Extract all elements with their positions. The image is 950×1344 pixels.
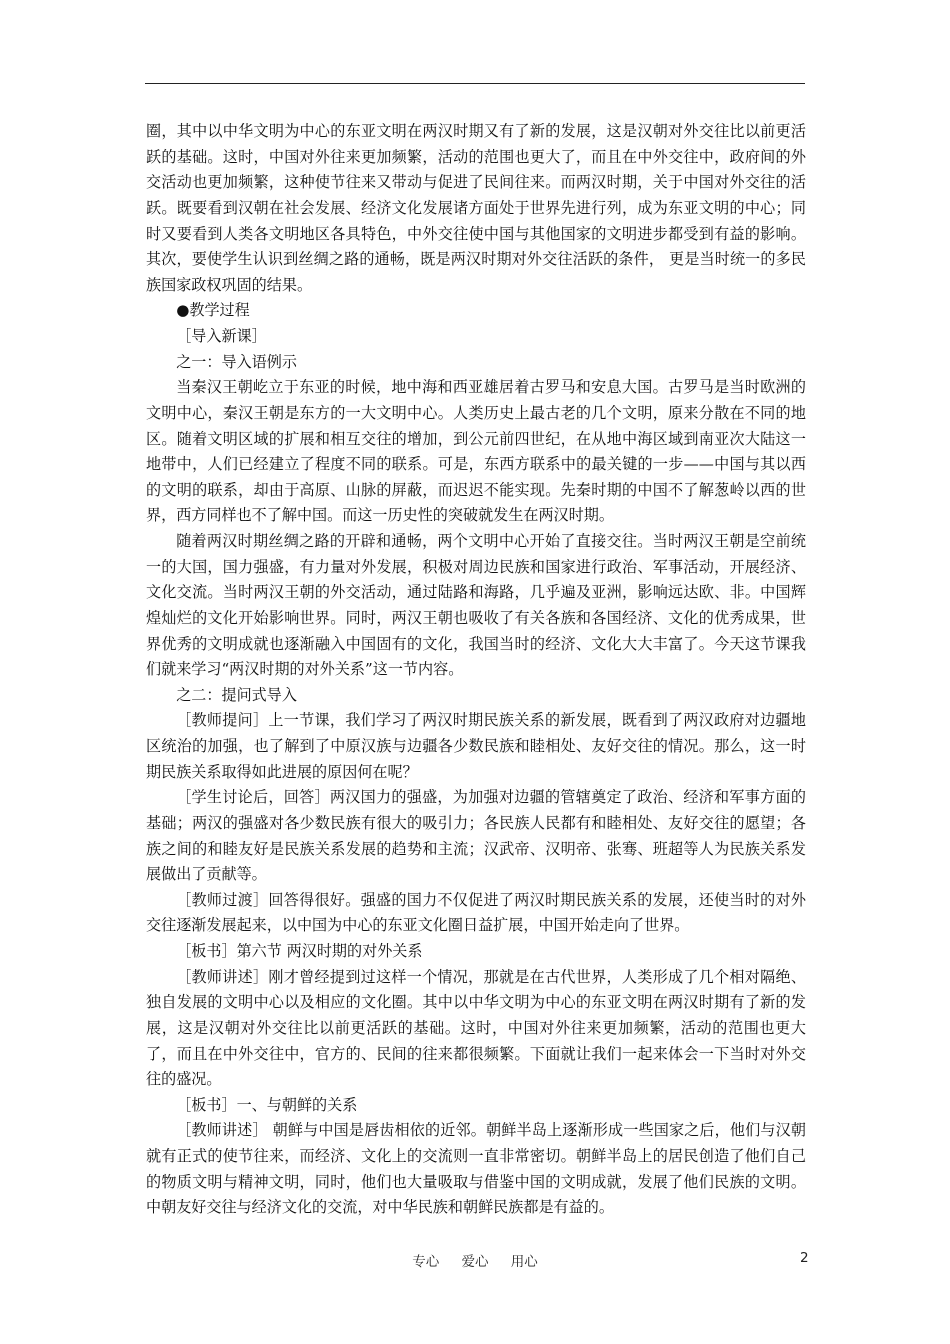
header-rule: [145, 83, 805, 84]
paragraph: 圈，其中以中华文明为中心的东亚文明在两汉时期又有了新的发展，这是汉朝对外交往比以前更活跃的基础。这时，中国对外往来更加频繁，活动的范围也更大了，而且在中外交往中，政府间的外交活动也更加频繁，这种使节往来又带动与促进了民间往来。而两汉时期，关于中国对外交往的活跃。既要看到汉朝在社会发展、经济文化发展诸方面处于世界先进行列，成为东亚文明的中心；同时又要看到人类各文明地区各具特色，中外交往使中国与其他国家的文明进步都受到有益的影响。其次，要使学生认识到丝绸之路的通畅，既是两汉时期对外交往活跃的条件， 更是当时统一的多民族国家政权巩固的结果。: [146, 122, 806, 294]
paragraph: ［教师讲述］刚才曾经提到过这样一个情况，那就是在古代世界，人类形成了几个相对隔绝、独自发展的文明中心以及相应的文化圈。其中以中华文明为中心的东亚文明在两汉时期有了新的发展，这是汉朝对外交往比以前更活跃的基础。这时，中国对外往来更加频繁，活动的范围也更大了，而且在中外交往中，官方的、民间的往来都很频繁。下面就让我们一起来体会一下当时对外交往的盛况。: [146, 967, 806, 1089]
board-heading-korea: ［板书］一、与朝鲜的关系: [176, 1095, 358, 1114]
paragraph: ［教师讲述］ 朝鲜与中国是唇齿相依的近邻。朝鲜半岛上逐渐形成一些国家之后，他们与汉朝就有正式的使节往来，而经济、文化上的交流则一直非常密切。朝鲜半岛上的居民创造了他们自己的物质文明与精神文明，同时，他们也大量吸取与借鉴中国的文明成就，发展了他们民族的文明。中朝友好交往与经济文化的交流，对中华民族和朝鲜民族都是有益的。: [146, 1121, 806, 1217]
paragraph: ［教师过渡］回答得很好。强盛的国力不仅促进了两汉时期民族关系的发展，还使当时的对外交往逐渐发展起来，以中国为中心的东亚文化圈日益扩展，中国开始走向了世界。: [146, 890, 806, 935]
paragraph: 当秦汉王朝屹立于东亚的时候，地中海和西亚雄居着古罗马和安息大国。古罗马是当时欧洲的文明中心，秦汉王朝是东方的一大文明中心。人类历史上最古老的几个文明，原来分散在不同的地区。随着文明区域的扩展和相互交往的增加，到公元前四世纪，在从地中海区域到南亚次大陆这一地带中，人们已经建立了程度不同的联系。可是，东西方联系中的最关键的一步——中国与其以西的文明的联系，却由于高原、山脉的屏蔽，而迟迟不能实现。先秦时期的中国不了解葱岭以西的世界，西方同样也不了解中国。而这一历史性的突破就发生在两汉时期。: [146, 378, 806, 525]
document-body: [146, 119, 806, 1221]
paragraph: 随着两汉时期丝绸之路的开辟和通畅，两个文明中心开始了直接交往。当时两汉王朝是空前统一的大国，国力强盛，有力量对外发展，积极对周边民族和国家进行政治、军事活动，开展经济、文化交流。当时两汉王朝的外交活动，通过陆路和海路，几乎遍及亚洲，影响远达欧、非。中国辉煌灿烂的文化开始影响世界。同时，两汉王朝也吸收了有关各族和各国经济、文化的优秀成果，世界优秀的文明成就也逐渐融入中国固有的文化，我国当时的经济、文化大大丰富了。今天这节课我们就来学习“两汉时期的对外关系”这一节内容。: [146, 532, 806, 679]
page-number: 2: [800, 1250, 809, 1266]
section-heading-teaching-process: ●教学过程: [176, 301, 250, 320]
footer-motto: 专心 爱心 用心: [412, 1254, 538, 1270]
subheading-intro-example: 之一：导入语例示: [176, 352, 297, 371]
board-heading-section-6: ［板书］第六节 两汉时期的对外关系: [176, 942, 423, 960]
subheading-question-intro: 之二：提问式导入: [176, 685, 297, 704]
paragraph: ［学生讨论后，回答］两汉国力的强盛，为加强对边疆的管辖奠定了政治、经济和军事方面的基础；两汉的强盛对各少数民族有很大的吸引力；各民族人民都有和睦相处、友好交往的愿望；各族之间的和睦友好是民族关系发展的趋势和主流；汉武帝、汉明帝、张骞、班超等人为民族关系发展做出了贡献等。: [146, 788, 806, 884]
section-heading-intro: ［导入新课］: [176, 327, 267, 345]
paragraph: ［教师提问］上一节课，我们学习了两汉时期民族关系的新发展，既看到了两汉政府对边疆地区统治的加强，也了解到了中原汉族与边疆各少数民族和睦相处、友好交往的情况。那么，这一时期民族关系取得如此进展的原因何在呢？: [146, 711, 806, 781]
